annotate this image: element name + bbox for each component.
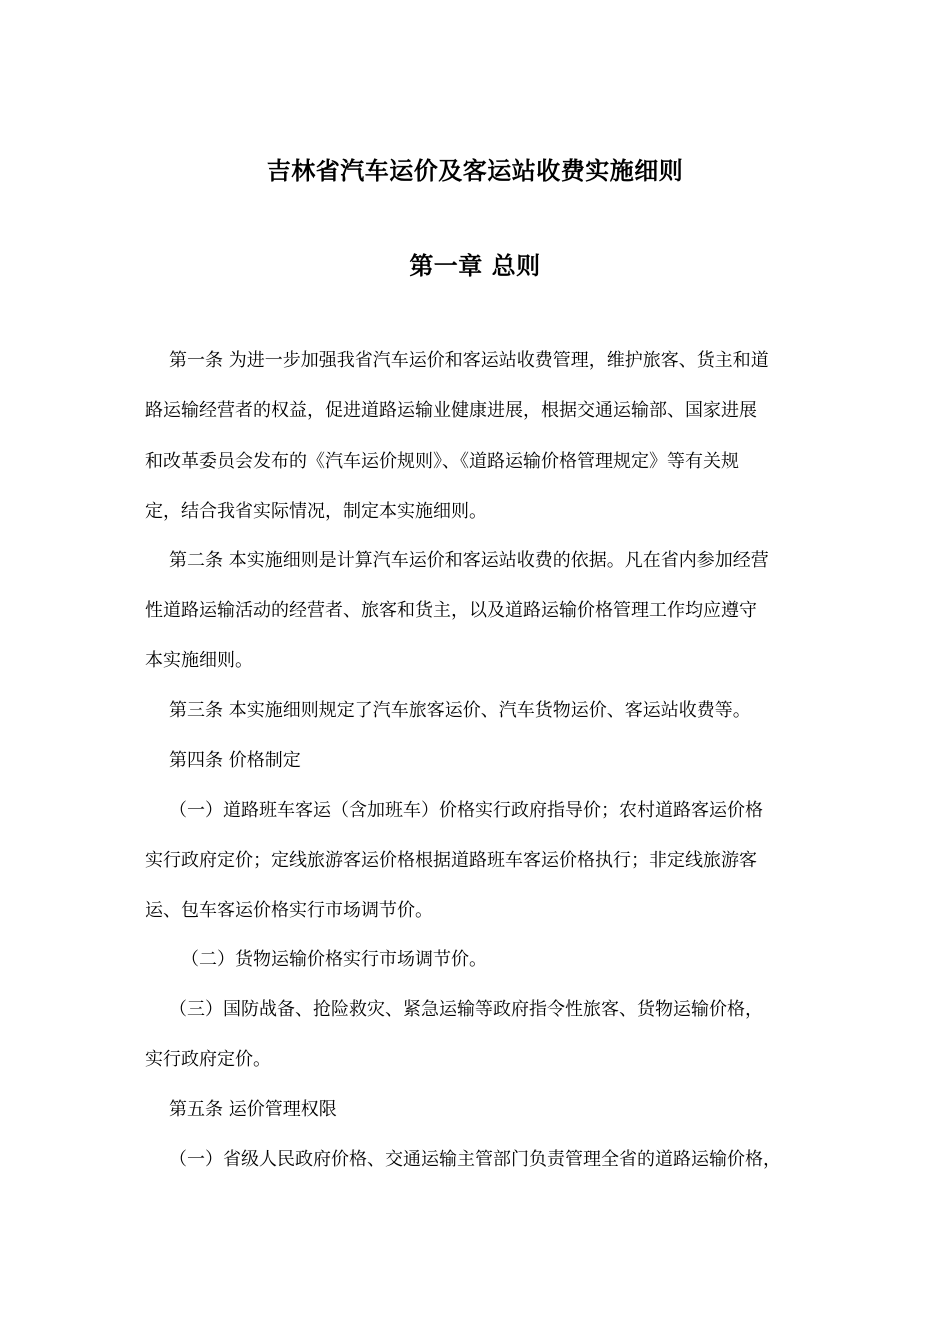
text-line: 第二条 本实施细则是计算汽车运价和客运站收费的依据。凡在省内参加经营 xyxy=(169,550,769,571)
text-line: （一）道路班车客运（含加班车）价格实行政府指导价；农村道路客运价格 xyxy=(169,800,763,821)
text-line: 路运输经营者的权益，促进道路运输业健康进展，根据交通运输部、国家进展 xyxy=(145,400,757,421)
chapter-title: 第一章 总则 xyxy=(409,251,541,280)
text-line: （三）国防战备、抢险救灾、紧急运输等政府指令性旅客、货物运输价格， xyxy=(169,999,763,1020)
text-line: 第五条 运价管理权限 xyxy=(169,1099,337,1120)
text-line: 运、包车客运价格实行市场调节价。 xyxy=(145,900,433,921)
document-title: 吉林省汽车运价及客运站收费实施细则 xyxy=(266,156,684,185)
text-line: 本实施细则。 xyxy=(145,650,253,671)
text-line: 实行政府定价。 xyxy=(145,1049,271,1070)
text-line: 第一条 为进一步加强我省汽车运价和客运站收费管理，维护旅客、货主和道 xyxy=(169,350,769,371)
text-line: 定，结合我省实际情况，制定本实施细则。 xyxy=(145,501,487,522)
text-line: （二）货物运输价格实行市场调节价。 xyxy=(181,949,487,970)
text-line: 和改革委员会发布的《汽车运价规则》、《道路运输价格管理规定》等有关规 xyxy=(145,451,739,472)
text-line: 性道路运输活动的经营者、旅客和货主，以及道路运输价格管理工作均应遵守 xyxy=(145,600,757,621)
text-line: 第三条 本实施细则规定了汽车旅客运价、汽车货物运价、客运站收费等。 xyxy=(169,700,751,721)
text-line: 第四条 价格制定 xyxy=(169,750,301,771)
text-line: （一）省级人民政府价格、交通运输主管部门负责管理全省的道路运输价格， xyxy=(169,1149,781,1170)
text-line: 实行政府定价；定线旅游客运价格根据道路班车客运价格执行；非定线旅游客 xyxy=(145,850,757,871)
